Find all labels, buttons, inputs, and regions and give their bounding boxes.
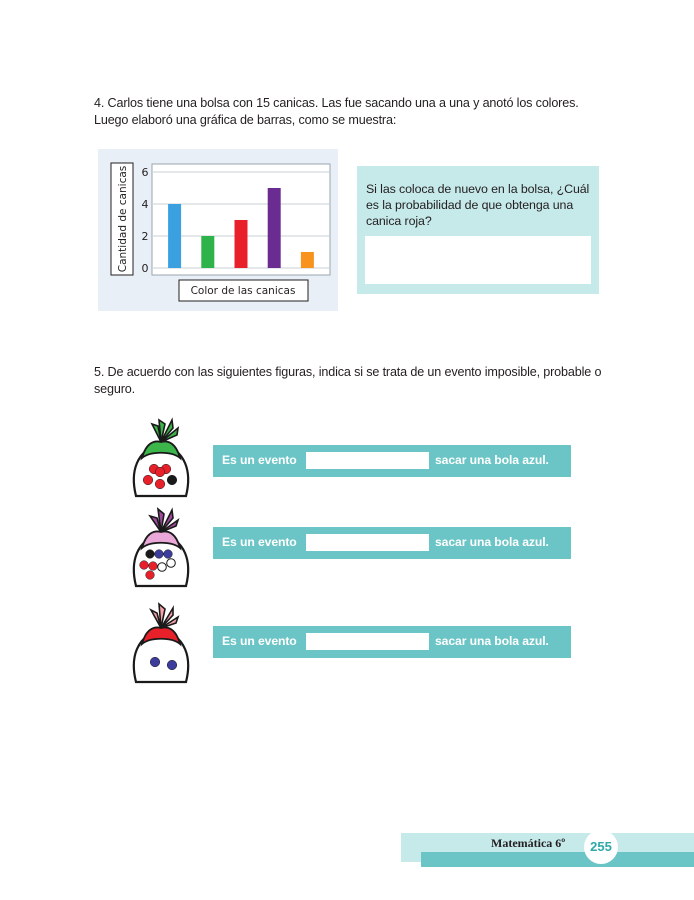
bar-chart-svg bbox=[98, 149, 338, 311]
marble bbox=[146, 550, 155, 559]
bar-azul bbox=[168, 204, 181, 268]
event-suffix: sacar una bola azul. bbox=[435, 535, 549, 549]
marble bbox=[167, 660, 177, 670]
event-answer-field-1[interactable] bbox=[306, 452, 429, 469]
bar-roja bbox=[235, 220, 248, 268]
marble bbox=[149, 562, 158, 571]
bar-verde bbox=[201, 236, 214, 268]
bag-tie-ribbon bbox=[152, 420, 178, 442]
marble bbox=[158, 563, 167, 572]
footer-book-title: Matemática 6º bbox=[491, 836, 566, 850]
event-answer-field-3[interactable] bbox=[306, 633, 429, 650]
marble bbox=[140, 561, 149, 570]
y-ticks-group bbox=[142, 166, 149, 275]
bar-anaranjada bbox=[301, 252, 314, 268]
bag-tie-ribbon bbox=[150, 509, 178, 532]
y-tick-label: 0 bbox=[141, 262, 149, 275]
probability-answer-field[interactable] bbox=[365, 236, 591, 284]
event-suffix: sacar una bola azul. bbox=[435, 453, 549, 467]
marble bbox=[150, 657, 160, 667]
probability-question-box bbox=[357, 166, 599, 294]
event-prefix: Es un evento bbox=[222, 634, 297, 648]
marble bbox=[155, 467, 165, 477]
bar-morada bbox=[268, 188, 281, 268]
marble bbox=[167, 475, 177, 485]
y-tick-label: 4 bbox=[141, 198, 149, 211]
bag-2-illustration bbox=[128, 506, 194, 590]
page-number: 255 bbox=[584, 830, 618, 864]
y-tick-label: 2 bbox=[141, 230, 149, 243]
question-5-text: 5. De acuerdo con las siguientes figuras, indica si se trata de un evento imposible, probable o seguro. bbox=[94, 365, 602, 396]
marble bbox=[143, 475, 153, 485]
event-answer-field-2[interactable] bbox=[306, 534, 429, 551]
y-axis-label: Cantidad de canicas bbox=[117, 165, 129, 273]
bag-1-illustration bbox=[128, 416, 194, 500]
marble bbox=[167, 559, 176, 568]
marble bbox=[155, 550, 164, 559]
event-row-1 bbox=[213, 445, 571, 477]
event-row-2 bbox=[213, 527, 571, 559]
event-prefix: Es un evento bbox=[222, 535, 297, 549]
event-row-3 bbox=[213, 626, 571, 658]
marble bbox=[146, 571, 155, 580]
question-4-text: 4. Carlos tiene una bolsa con 15 canicas. Las fue sacando una a una y anotó los colores. Luego elaboró una gráfica de barras, como se muestra: bbox=[94, 96, 579, 127]
marble bbox=[155, 479, 165, 489]
x-axis-label: Color de las canicas bbox=[190, 285, 296, 297]
probability-question-text: Si las coloca de nuevo en la bolsa, ¿Cuál es la probabilidad de que obtenga una canica roja? bbox=[366, 182, 590, 228]
y-tick-label: 6 bbox=[141, 166, 149, 179]
marble bbox=[164, 550, 173, 559]
footer-band-dark bbox=[421, 852, 694, 867]
bag-tie-ribbon bbox=[151, 604, 178, 628]
bar-chart bbox=[98, 149, 338, 311]
event-prefix: Es un evento bbox=[222, 453, 297, 467]
bag-3-illustration bbox=[128, 602, 194, 686]
event-suffix: sacar una bola azul. bbox=[435, 634, 549, 648]
